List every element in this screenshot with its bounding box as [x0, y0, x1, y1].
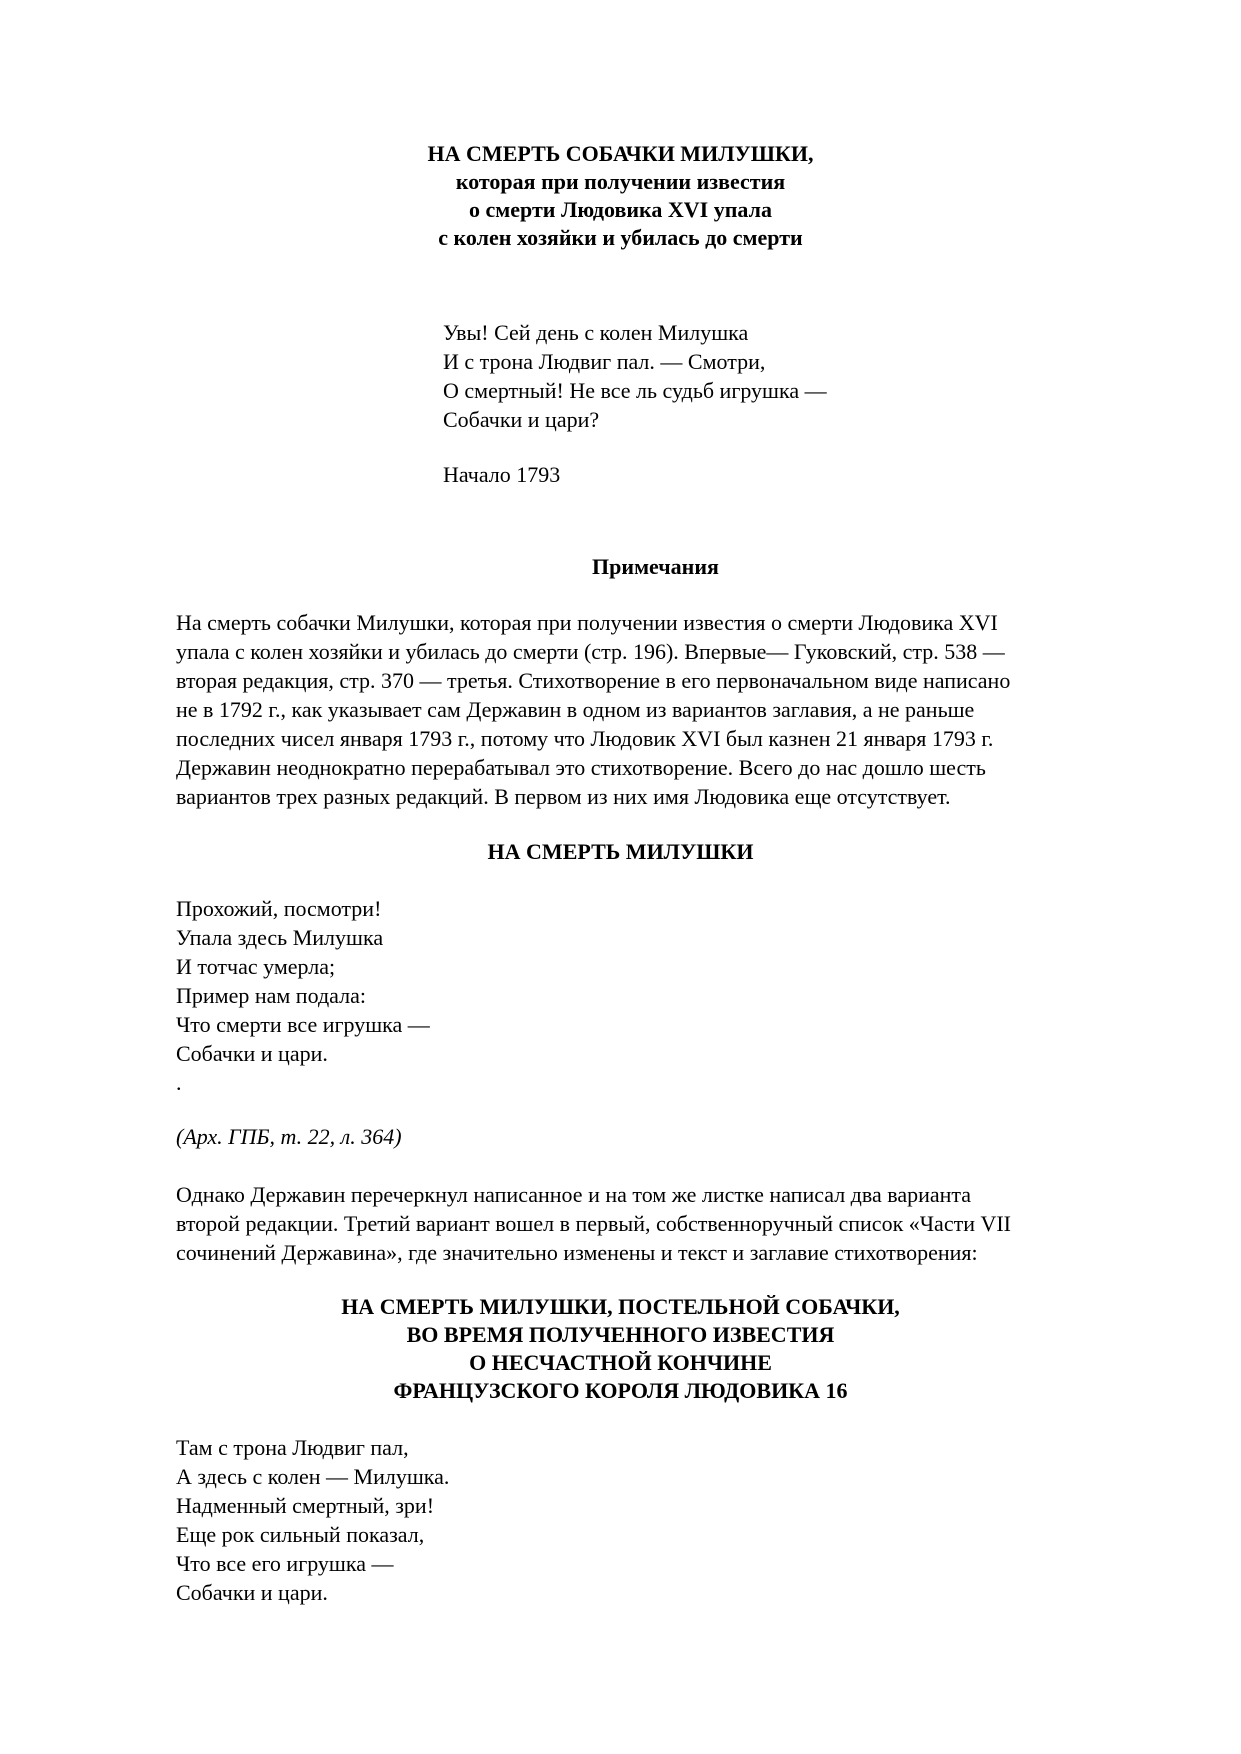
verse-line: Что смерти все игрушка —: [176, 1012, 430, 1037]
verse-line: Собачки и цари.: [176, 1041, 328, 1066]
commentary-paragraph: [176, 1180, 1136, 1267]
verse-line: И с трона Людвиг пал. — Смотри,: [443, 349, 766, 374]
source-citation: (Арх. ГПБ, т. 22, л. 364): [176, 1124, 402, 1149]
verse-line: Упала здесь Милушка: [176, 925, 384, 950]
variant-stanza: [176, 894, 430, 1097]
paragraph-line: Державин неоднократно перерабатывал это стихотворение. Всего до нас дошло шесть: [176, 755, 986, 780]
verse-line: Что все его игрушка —: [176, 1551, 394, 1576]
title-line: НА СМЕРТЬ СОБАЧКИ МИЛУШКИ,: [427, 141, 814, 166]
verse-line: .: [176, 1070, 182, 1095]
paragraph-line: второй редакции. Третий вариант вошел в первый, собственноручный список «Части VII: [176, 1211, 1012, 1236]
title-line: которая при получении известия: [455, 169, 786, 194]
verse-line: Собачки и цари.: [176, 1580, 328, 1605]
final-stanza: [176, 1433, 449, 1607]
verse-line: О смертный! Не все ль судьб игрушка —: [443, 378, 827, 403]
variant-title: НА СМЕРТЬ МИЛУШКИ: [487, 839, 754, 864]
paragraph-line: Однако Державин перечеркнул написанное и на том же листке написал два варианта: [176, 1182, 972, 1207]
title-line: с колен хозяйки и убилась до смерти: [438, 225, 803, 250]
title-line: о смерти Людовика XVI упала: [469, 197, 772, 222]
title-line: ФРАНЦУЗСКОГО КОРОЛЯ ЛЮДОВИКА 16: [393, 1378, 848, 1403]
verse-line: Надменный смертный, зри!: [176, 1493, 435, 1518]
verse-line: Там с трона Людвиг пал,: [176, 1435, 409, 1460]
verse-line: Пример нам подала:: [176, 983, 366, 1008]
paragraph-line: На смерть собачки Милушки, которая при получении известия о смерти Людовика XVI: [176, 610, 998, 635]
poem-date: Начало 1793: [443, 462, 561, 487]
title-line: О НЕСЧАСТНОЙ КОНЧИНЕ: [469, 1350, 772, 1375]
paragraph-line: упала с колен хозяйки и убилась до смерти (стр. 196). Впервые— Гуковский, стр. 538 —: [176, 639, 1005, 664]
verse-line: А здесь с колен — Милушка.: [176, 1464, 450, 1489]
notes-paragraph: [176, 608, 1136, 811]
verse-line: И тотчас умерла;: [176, 954, 336, 979]
verse-line: Прохожий, посмотри!: [176, 896, 382, 921]
paragraph-line: последних чисел января 1793 г., потому что Людовик XVI был казнен 21 января 1793 г.: [176, 726, 994, 751]
notes-heading: Примечания: [592, 554, 719, 579]
title-line: ВО ВРЕМЯ ПОЛУЧЕННОГО ИЗВЕСТИЯ: [406, 1322, 835, 1347]
poem-stanza: [443, 318, 827, 434]
title-line: НА СМЕРТЬ МИЛУШКИ, ПОСТЕЛЬНОЙ СОБАЧКИ,: [341, 1294, 900, 1319]
verse-line: Увы! Сей день с колен Милушка: [443, 320, 749, 345]
paragraph-line: не в 1792 г., как указывает сам Державин в одном из вариантов заглавия, а не раньше: [176, 697, 975, 722]
verse-line: Собачки и цари?: [443, 407, 600, 432]
paragraph-line: сочинений Державина», где значительно изменены и текст и заглавие стихотворения:: [176, 1240, 978, 1265]
paragraph-line: вторая редакция, стр. 370 — третья. Стихотворение в его первоначальном виде написано: [176, 668, 1011, 693]
variant-title-long: [0, 1293, 1241, 1405]
verse-line: Еще рок сильный показал,: [176, 1522, 425, 1547]
poem-title: [0, 140, 1241, 252]
paragraph-line: вариантов трех разных редакций. В первом из них имя Людовика еще отсутствует.: [176, 784, 951, 809]
